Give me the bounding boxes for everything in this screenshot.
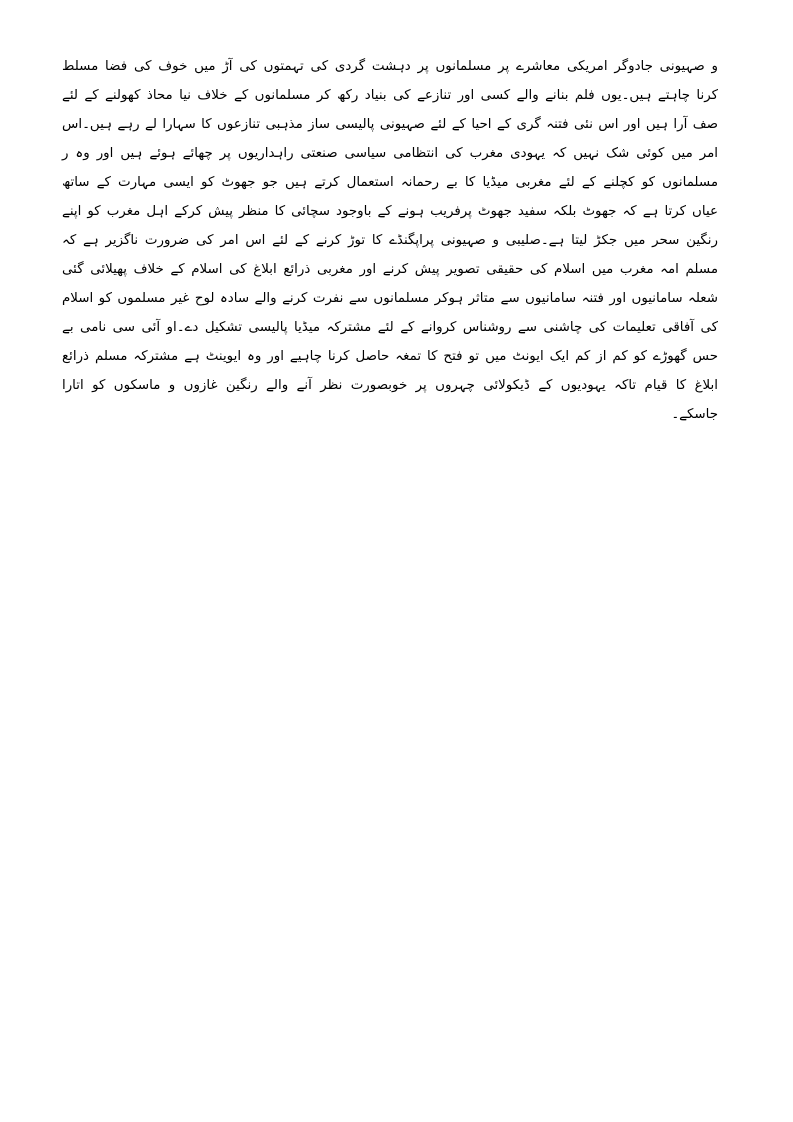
text-line-10: کی آفاقی تعلیمات کی چاشنی سے روشناس کروانے کے لئے مشترکہ میڈیا پالیسی تشکیل دے۔او آئی سی نامی بے bbox=[62, 320, 718, 335]
text-line-12: ابلاغ کا قیام تاکہ یہودیوں کے ڈیکولائی چہروں پر خوبصورت نظر آنے والے رنگین غازوں و ماسکوں کو اتارا bbox=[62, 378, 718, 393]
text-line-6: عیاں کرتا ہے کہ جھوٹ بلکہ سفید جھوٹ پرفریب ہونے کے باوجود سچائی کا منظر پیش کرکے اہل مغرب کو اپنے bbox=[62, 204, 718, 219]
text-line-8: مسلم امہ مغرب میں اسلام کی حقیقی تصویر پیش کرنے اور مغربی ذرائع ابلاغ کی اسلام کے خلاف پھیلائی گئی bbox=[62, 262, 718, 277]
text-line-1: و صہیونی جادوگر امریکی معاشرے پر مسلمانوں پر دہشت گردی کی تہمتوں کی آڑ میں خوف کی فضا مسلط bbox=[62, 59, 718, 74]
text-line-5: مسلمانوں کو کچلنے کے لئے مغربی میڈیا کا بے رحمانہ استعمال کرتے ہیں جو جھوٹ کو ایسی مہارت کے ساتھ bbox=[62, 175, 718, 190]
text-line-11: حس گھوڑے کو کم از کم ایک ایونٹ میں تو فتح کا تمغہ حاصل کرنا چاہیے اور وہ ایوینٹ ہے مشترکہ مسلم ذرائع bbox=[62, 349, 718, 364]
text-line-4: امر میں کوئی شک نہیں کہ یہودی مغرب کی انتظامی سیاسی صنعتی راہداریوں پر چھائے ہوئے ہیں اور وہ ر bbox=[62, 146, 718, 161]
paragraph bbox=[62, 52, 718, 429]
text-line-2: کرنا چاہتے ہیں۔یوں فلم بنانے والے کسی اور تنازعے کی بنیاد رکھ کر مسلمانوں کے خلاف نیا محاذ کھولنے کے لئے bbox=[62, 88, 718, 103]
text-line-7: رنگین سحر میں جکڑ لیتا ہے۔صلیبی و صہیونی پراپگنڈے کا توڑ کرنے کے لئے اس امر کی ضرورت ناگزیر ہے کہ bbox=[62, 233, 718, 248]
text-line-13: جاسکے۔ bbox=[671, 407, 718, 422]
text-line-3: صف آرا ہیں اور اس نئی فتنہ گری کے احیا کے لئے صہیونی پالیسی ساز مذہبی تنازعوں کا سہارا لے رہے ہیں۔اس bbox=[62, 117, 718, 132]
text-line-9: شعلہ سامانیوں اور فتنہ سامانیوں سے متاثر ہوکر مسلمانوں سے نفرت کرنے والے سادہ لوح غیر مسلموں کو اسلام bbox=[62, 291, 718, 306]
